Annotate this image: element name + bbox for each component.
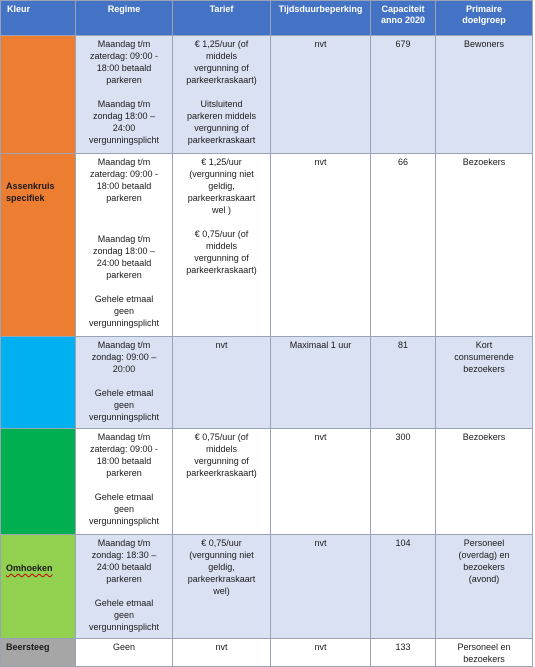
table-header-row (1, 1, 533, 36)
column-header-doelgroep: Primaire doelgroep (436, 1, 533, 36)
capaciteit-cell: 104 (371, 535, 436, 639)
capaciteit-cell: 300 (371, 429, 436, 535)
doelgroep-cell: Bezoekers (436, 154, 533, 337)
regime-cell: Geen (76, 639, 173, 667)
color-swatch-green (1, 429, 76, 535)
tarief-cell: nvt (173, 639, 271, 667)
doelgroep-cell: Bewoners (436, 36, 533, 154)
tijdsduur-cell: nvt (271, 429, 371, 535)
tijdsduur-cell: nvt (271, 154, 371, 337)
color-swatch-orange: Assenkruis specifiek (1, 154, 76, 337)
table-row (1, 535, 533, 639)
table-row (1, 429, 533, 535)
capaciteit-cell: 66 (371, 154, 436, 337)
column-header-tijdsduurbeperking: Tijdsduurbeperking (271, 1, 371, 36)
capaciteit-cell: 81 (371, 337, 436, 429)
color-swatch-lightgreen: Omhoeken (1, 535, 76, 639)
table-row (1, 154, 533, 337)
capaciteit-cell: 133 (371, 639, 436, 667)
doelgroep-cell: Personeel en bezoekers (436, 639, 533, 667)
tijdsduur-cell: nvt (271, 639, 371, 667)
tijdsduur-cell: Maximaal 1 uur (271, 337, 371, 429)
doelgroep-cell: Kort consumerende bezoekers (436, 337, 533, 429)
color-swatch-blue (1, 337, 76, 429)
table-row (1, 639, 533, 667)
color-swatch-grey: Beersteeg (1, 639, 76, 667)
regime-cell: Maandag t/m zaterdag: 09:00 - 18:00 betaald parkeren Gehele etmaal geen vergunningsplicht (76, 429, 173, 535)
regime-cell: Maandag t/m zondag: 18:30 – 24:00 betaald parkeren Gehele etmaal geen vergunningsplicht (76, 535, 173, 639)
regime-cell: Maandag t/m zondag: 09:00 – 20:00 Gehele etmaal geen vergunningsplicht (76, 337, 173, 429)
table-row (1, 36, 533, 154)
tarief-cell: € 1,25/uur (vergunning niet geldig, parkeerkraskaart wel ) € 0,75/uur (of middels vergunning of parkeerkraskaart) (173, 154, 271, 337)
tijdsduur-cell: nvt (271, 535, 371, 639)
color-swatch-orange (1, 36, 76, 154)
capaciteit-cell: 679 (371, 36, 436, 154)
regime-cell: Maandag t/m zaterdag: 09:00 - 18:00 betaald parkeren Maandag t/m zondag 18:00 – 24:00 vergunningsplicht (76, 36, 173, 154)
doelgroep-cell: Bezoekers (436, 429, 533, 535)
regime-cell: Maandag t/m zaterdag: 09:00 - 18:00 betaald parkeren Maandag t/m zondag 18:00 – 24:00 betaald parkeren Gehele etmaal geen vergunningsplicht (76, 154, 173, 337)
tarief-cell: € 1,25/uur (of middels vergunning of parkeerkraskaart) Uitsluitend parkeren middels vergunning of parkeerkraskaart (173, 36, 271, 154)
column-header-tarief: Tarief (173, 1, 271, 36)
column-header-kleur: Kleur (1, 1, 76, 36)
tarief-cell: nvt (173, 337, 271, 429)
column-header-capaciteit: Capaciteit anno 2020 (371, 1, 436, 36)
column-header-regime: Regime (76, 1, 173, 36)
tijdsduur-cell: nvt (271, 36, 371, 154)
table-row (1, 337, 533, 429)
tarief-cell: € 0,75/uur (of middels vergunning of parkeerkraskaart) (173, 429, 271, 535)
doelgroep-cell: Personeel (overdag) en bezoekers (avond) (436, 535, 533, 639)
tarief-cell: € 0,75/uur (vergunning niet geldig, parkeerkraskaart wel) (173, 535, 271, 639)
